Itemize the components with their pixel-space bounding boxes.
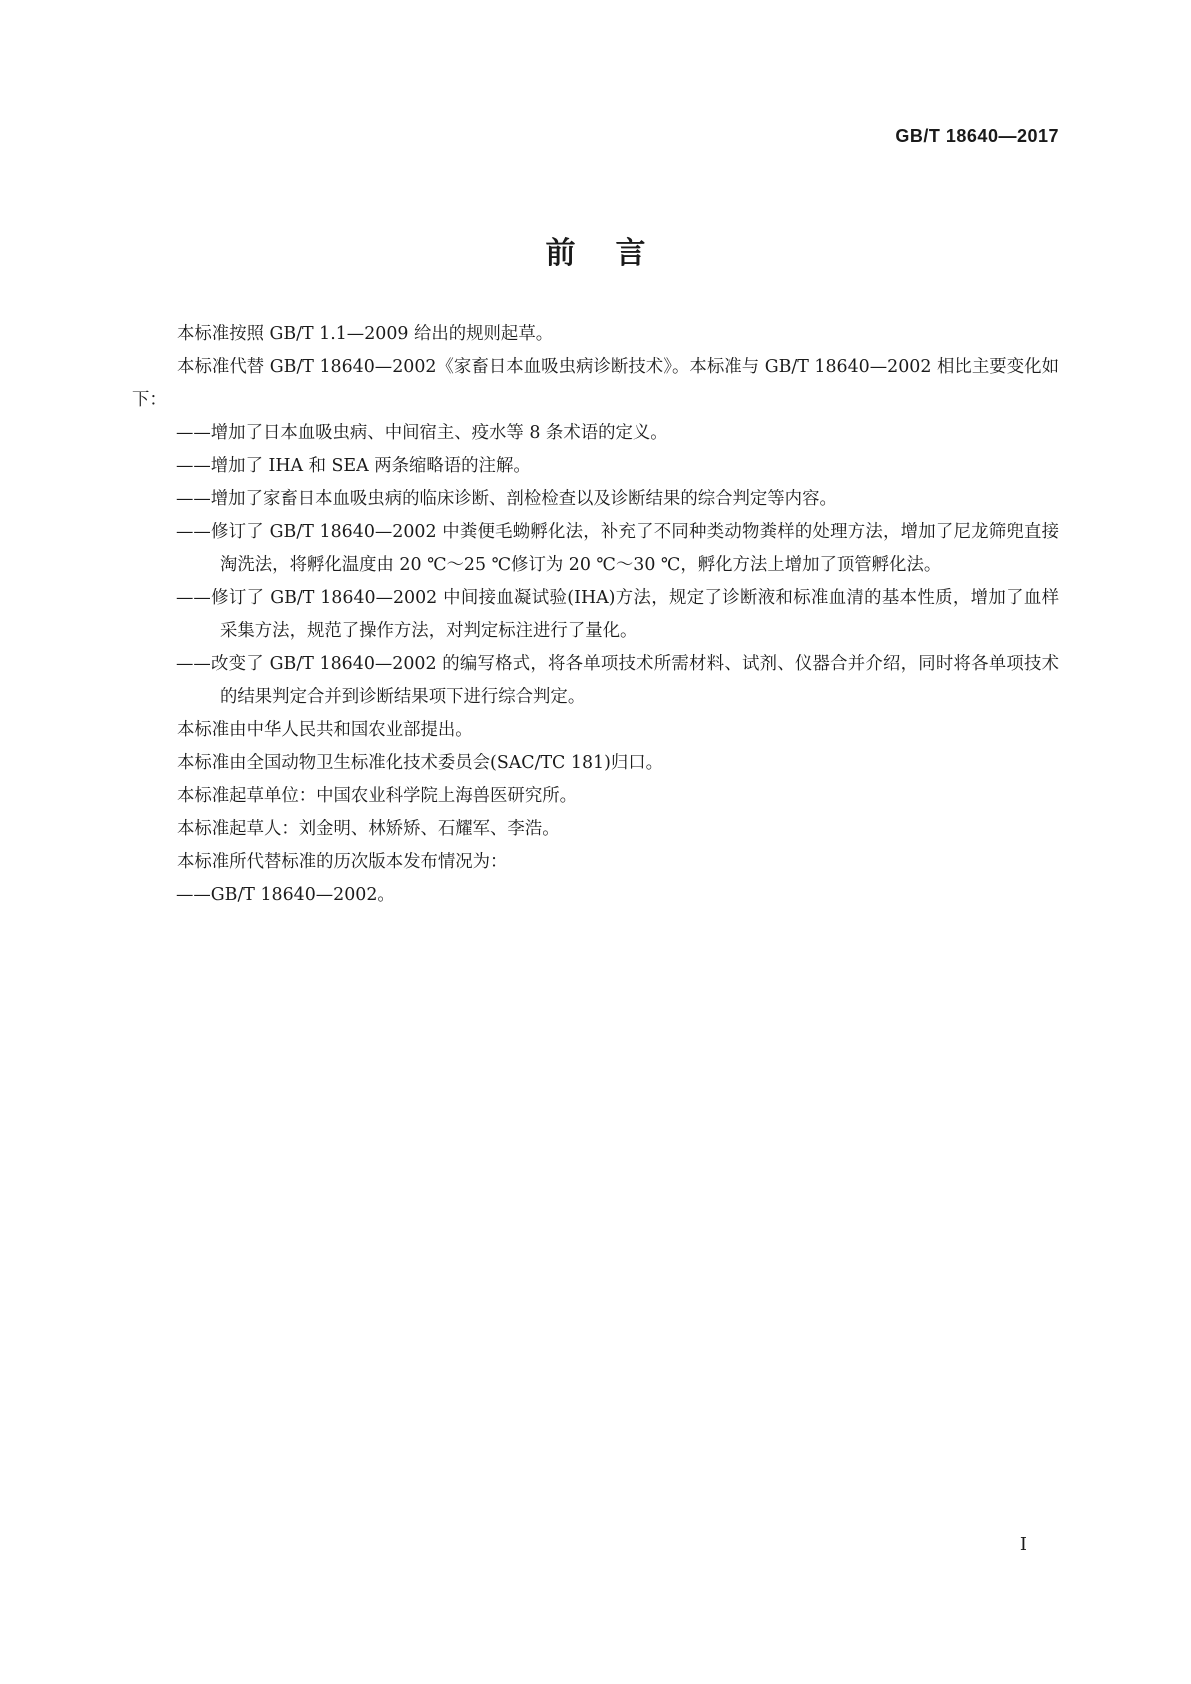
change-item: ——增加了家畜日本血吸虫病的临床诊断、剖检检查以及诊断结果的综合判定等内容。 <box>176 489 837 509</box>
change-item: ——增加了 IHA 和 SEA 两条缩略语的注解。 <box>176 456 531 476</box>
change-item: ——改变了 GB/T 18640—2002 的编写格式，将各单项技术所需材料、试剂、仪器合并介绍，同时将各单项技术的结果判定合并到诊断结果项下进行综合判定。 <box>176 654 1059 707</box>
paragraph-proposed-by: 本标准由中华人民共和国农业部提出。 <box>177 720 473 740</box>
paragraph-drafting-unit: 本标准起草单位：中国农业科学院上海兽医研究所。 <box>177 786 577 806</box>
page-number: I <box>1019 1534 1027 1555</box>
page-title: 前言 <box>545 236 686 271</box>
change-item: ——修订了 GB/T 18640—2002 中间接血凝试验(IHA)方法，规定了诊断液和标准血清的基本性质，增加了血样采集方法，规范了操作方法，对判定标注进行了量化。 <box>176 588 1059 641</box>
standard-number: GB/T 18640—2017 <box>895 126 1059 146</box>
paragraph-centralized-by: 本标准由全国动物卫生标准化技术委员会(SAC/TC 181)归口。 <box>177 753 664 773</box>
change-item: ——修订了 GB/T 18640—2002 中粪便毛蚴孵化法，补充了不同种类动物粪样的处理方法，增加了尼龙筛兜直接淘洗法，将孵化温度由 20 ℃～25 ℃修订为 20 ℃～30 ℃，孵化方法上增加了顶管孵化法。 <box>176 522 1059 575</box>
paragraph-drafting-rules: 本标准按照 GB/T 1.1—2009 给出的规则起草。 <box>177 324 554 344</box>
change-item: ——增加了日本血吸虫病、中间宿主、疫水等 8 条术语的定义。 <box>176 423 668 443</box>
foreword-body <box>132 318 1059 912</box>
paragraph-history-intro: 本标准所代替标准的历次版本发布情况为： <box>177 852 508 872</box>
paragraph-replaces: 本标准代替 GB/T 18640—2002《家畜日本血吸虫病诊断技术》。本标准与 GB/T 18640—2002 相比主要变化如下： <box>132 357 1059 410</box>
history-item: ——GB/T 18640—2002。 <box>176 885 395 905</box>
paragraph-drafters: 本标准起草人：刘金明、林矫矫、石耀军、李浩。 <box>177 819 560 839</box>
